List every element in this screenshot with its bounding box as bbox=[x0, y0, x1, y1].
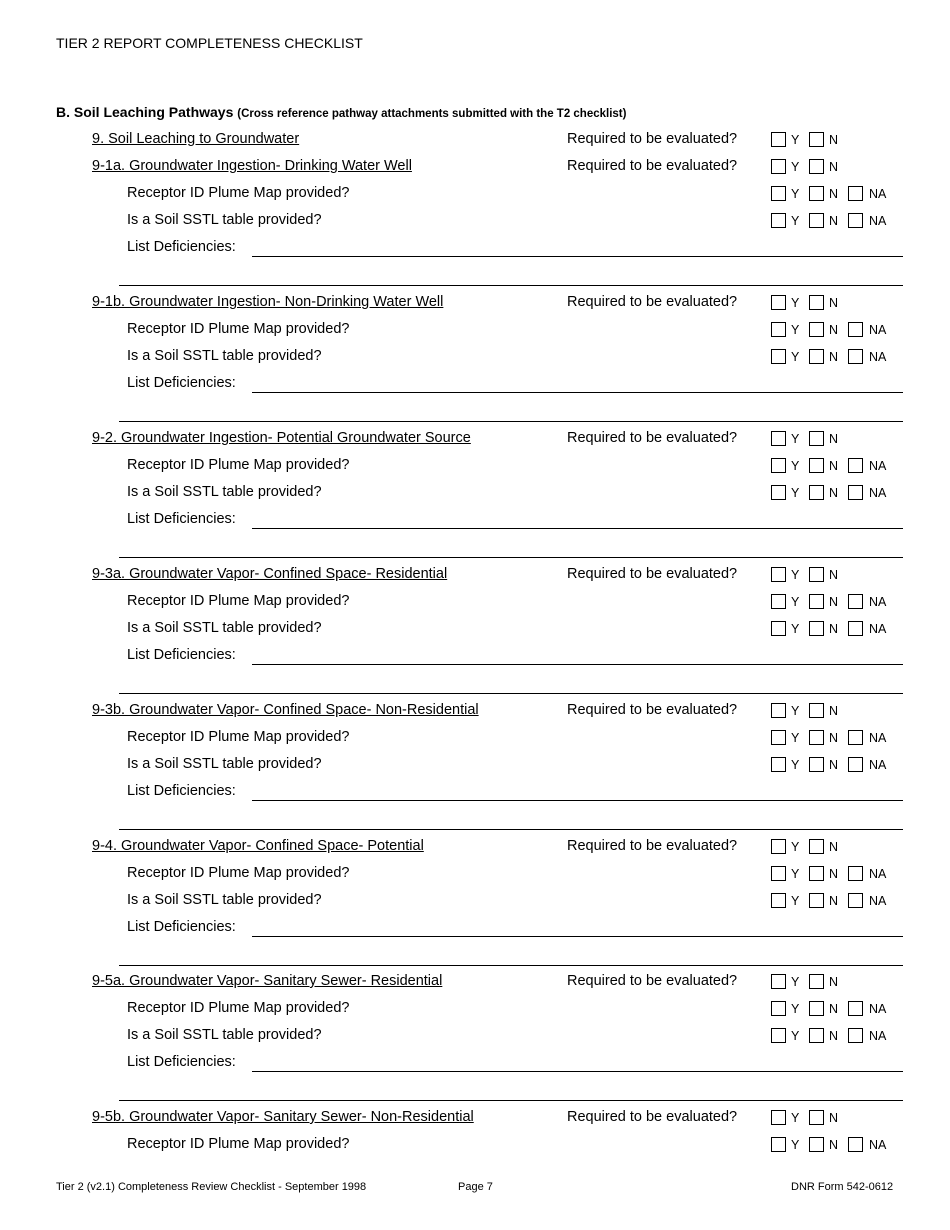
deficiencies-continuation-line[interactable] bbox=[119, 693, 903, 694]
checkbox-no[interactable] bbox=[809, 159, 824, 174]
deficiencies-label: List Deficiencies: bbox=[127, 511, 236, 527]
deficiencies-continuation-line[interactable] bbox=[119, 965, 903, 966]
checkbox-na[interactable] bbox=[848, 1001, 863, 1016]
checkbox-yes[interactable] bbox=[771, 703, 786, 718]
checkbox-yes[interactable] bbox=[771, 485, 786, 500]
label-yes: Y bbox=[791, 214, 800, 228]
checkbox-no[interactable] bbox=[809, 186, 824, 201]
plume-map-label: Receptor ID Plume Map provided? bbox=[127, 1000, 350, 1016]
label-no: N bbox=[829, 622, 839, 636]
checkbox-yes[interactable] bbox=[771, 159, 786, 174]
label-na: NA bbox=[869, 731, 887, 745]
label-no: N bbox=[829, 1002, 839, 1016]
checkbox-yes[interactable] bbox=[771, 213, 786, 228]
checkbox-na[interactable] bbox=[848, 322, 863, 337]
plume-map-row bbox=[0, 318, 950, 340]
plume-map-row bbox=[0, 590, 950, 612]
pathway-row bbox=[0, 1106, 950, 1128]
label-no: N bbox=[829, 323, 839, 337]
checkbox-na[interactable] bbox=[848, 730, 863, 745]
deficiencies-continuation-line[interactable] bbox=[119, 285, 903, 286]
label-no: N bbox=[829, 840, 839, 854]
label-yes: Y bbox=[791, 1002, 800, 1016]
label-no: N bbox=[829, 704, 839, 718]
checkbox-yes[interactable] bbox=[771, 621, 786, 636]
checkbox-no[interactable] bbox=[809, 594, 824, 609]
plume-map-row bbox=[0, 1133, 950, 1155]
checkbox-na[interactable] bbox=[848, 349, 863, 364]
label-no: N bbox=[829, 459, 839, 473]
label-yes: Y bbox=[791, 187, 800, 201]
label-yes: Y bbox=[791, 323, 800, 337]
deficiencies-label: List Deficiencies: bbox=[127, 647, 236, 663]
section-subtitle: (Cross reference pathway attachments submitted with the T2 checklist) bbox=[237, 108, 627, 120]
label-yes: Y bbox=[791, 867, 800, 881]
checkbox-yes[interactable] bbox=[771, 974, 786, 989]
footer-left: Tier 2 (v2.1) Completeness Review Checklist - September 1998 bbox=[56, 1181, 367, 1193]
label-no: N bbox=[829, 595, 839, 609]
label-yes: Y bbox=[791, 350, 800, 364]
pathway-title: 9-5b. Groundwater Vapor- Sanitary Sewer- Non-Residential bbox=[92, 1109, 474, 1125]
checkbox-no[interactable] bbox=[809, 1137, 824, 1152]
sstl-table-row bbox=[0, 345, 950, 367]
checkbox-na[interactable] bbox=[848, 866, 863, 881]
checkbox-no[interactable] bbox=[809, 431, 824, 446]
deficiencies-continuation-line[interactable] bbox=[119, 829, 903, 830]
pathway-title: 9-5a. Groundwater Vapor- Sanitary Sewer- Residential bbox=[92, 973, 443, 989]
checkbox-na[interactable] bbox=[848, 594, 863, 609]
deficiencies-input-line[interactable] bbox=[252, 528, 903, 529]
label-no: N bbox=[829, 432, 839, 446]
sstl-table-label: Is a Soil SSTL table provided? bbox=[127, 756, 322, 772]
label-yes: Y bbox=[791, 160, 800, 174]
checkbox-na[interactable] bbox=[848, 621, 863, 636]
label-no: N bbox=[829, 160, 839, 174]
label-yes: Y bbox=[791, 731, 800, 745]
plume-map-row bbox=[0, 454, 950, 476]
pathway-row bbox=[0, 563, 950, 585]
footer-page-number: Page 7 bbox=[458, 1181, 493, 1193]
plume-map-row bbox=[0, 726, 950, 748]
checkbox-no[interactable] bbox=[809, 567, 824, 582]
label-yes: Y bbox=[791, 622, 800, 636]
required-label: Required to be evaluated? bbox=[567, 294, 738, 310]
pathway-title: 9-1a. Groundwater Ingestion- Drinking Water Well bbox=[92, 158, 412, 174]
plume-map-label: Receptor ID Plume Map provided? bbox=[127, 1136, 350, 1152]
label-no: N bbox=[829, 867, 839, 881]
required-label: Required to be evaluated? bbox=[567, 430, 738, 446]
sstl-table-row bbox=[0, 889, 950, 911]
label-no: N bbox=[829, 296, 839, 310]
required-label: Required to be evaluated? bbox=[567, 158, 738, 174]
checkbox-yes[interactable] bbox=[771, 730, 786, 745]
required-label: Required to be evaluated? bbox=[567, 566, 738, 582]
label-na: NA bbox=[869, 187, 887, 201]
plume-map-label: Receptor ID Plume Map provided? bbox=[127, 185, 350, 201]
plume-map-row bbox=[0, 182, 950, 204]
checkbox-yes[interactable] bbox=[771, 757, 786, 772]
label-na: NA bbox=[869, 1029, 887, 1043]
label-na: NA bbox=[869, 595, 887, 609]
label-na: NA bbox=[869, 214, 887, 228]
checkbox-yes[interactable] bbox=[771, 295, 786, 310]
checkbox-na[interactable] bbox=[848, 458, 863, 473]
checkbox-no[interactable] bbox=[809, 757, 824, 772]
label-yes: Y bbox=[791, 1029, 800, 1043]
deficiencies-row bbox=[0, 372, 950, 394]
checkbox-yes[interactable] bbox=[771, 431, 786, 446]
label-yes: Y bbox=[791, 758, 800, 772]
pathway-row bbox=[0, 970, 950, 992]
sstl-table-label: Is a Soil SSTL table provided? bbox=[127, 212, 322, 228]
checkbox-no[interactable] bbox=[809, 1001, 824, 1016]
label-yes: Y bbox=[791, 704, 800, 718]
pathway-title: 9-2. Groundwater Ingestion- Potential Groundwater Source bbox=[92, 430, 471, 446]
pathway-title: 9-1b. Groundwater Ingestion- Non-Drinking Water Well bbox=[92, 294, 444, 310]
checkbox-yes[interactable] bbox=[771, 567, 786, 582]
sstl-table-label: Is a Soil SSTL table provided? bbox=[127, 620, 322, 636]
deficiencies-row bbox=[0, 508, 950, 530]
sstl-table-row bbox=[0, 481, 950, 503]
pathway-title: 9-3b. Groundwater Vapor- Confined Space- Non-Residential bbox=[92, 702, 479, 718]
checkbox-no[interactable] bbox=[809, 730, 824, 745]
plume-map-label: Receptor ID Plume Map provided? bbox=[127, 865, 350, 881]
checkbox-na[interactable] bbox=[848, 893, 863, 908]
deficiencies-row bbox=[0, 916, 950, 938]
label-no: N bbox=[829, 1111, 839, 1125]
deficiencies-label: List Deficiencies: bbox=[127, 375, 236, 391]
sstl-table-label: Is a Soil SSTL table provided? bbox=[127, 348, 322, 364]
required-label: Required to be evaluated? bbox=[567, 131, 738, 147]
section-title bbox=[56, 104, 626, 120]
label-yes: Y bbox=[791, 1111, 800, 1125]
checkbox-yes[interactable] bbox=[771, 839, 786, 854]
pathway-row bbox=[0, 291, 950, 313]
pathway-row bbox=[0, 835, 950, 857]
pathway-row bbox=[0, 427, 950, 449]
checkbox-yes[interactable] bbox=[771, 458, 786, 473]
checkbox-yes[interactable] bbox=[771, 1001, 786, 1016]
label-no: N bbox=[829, 133, 839, 147]
deficiencies-input-line[interactable] bbox=[252, 392, 903, 393]
label-no: N bbox=[829, 568, 839, 582]
label-no: N bbox=[829, 350, 839, 364]
page-header: TIER 2 REPORT COMPLETENESS CHECKLIST bbox=[56, 35, 363, 51]
sstl-table-row bbox=[0, 1024, 950, 1046]
label-yes: Y bbox=[791, 595, 800, 609]
deficiencies-row bbox=[0, 1051, 950, 1073]
checkbox-yes[interactable] bbox=[771, 1028, 786, 1043]
checkbox-no[interactable] bbox=[809, 295, 824, 310]
checkbox-yes[interactable] bbox=[771, 186, 786, 201]
checkbox-na[interactable] bbox=[848, 213, 863, 228]
sstl-table-row bbox=[0, 209, 950, 231]
checkbox-no[interactable] bbox=[809, 213, 824, 228]
label-na: NA bbox=[869, 1138, 887, 1152]
checkbox-no[interactable] bbox=[809, 621, 824, 636]
label-no: N bbox=[829, 894, 839, 908]
sstl-table-row bbox=[0, 753, 950, 775]
pathway-row bbox=[0, 155, 950, 177]
checkbox-no[interactable] bbox=[809, 458, 824, 473]
plume-map-row bbox=[0, 997, 950, 1019]
deficiencies-input-line[interactable] bbox=[252, 800, 903, 801]
label-no: N bbox=[829, 187, 839, 201]
deficiencies-label: List Deficiencies: bbox=[127, 783, 236, 799]
label-yes: Y bbox=[791, 840, 800, 854]
label-na: NA bbox=[869, 459, 887, 473]
deficiencies-row bbox=[0, 780, 950, 802]
pathway-row bbox=[0, 699, 950, 721]
checkbox-no[interactable] bbox=[809, 485, 824, 500]
label-yes: Y bbox=[791, 568, 800, 582]
plume-map-label: Receptor ID Plume Map provided? bbox=[127, 457, 350, 473]
plume-map-label: Receptor ID Plume Map provided? bbox=[127, 321, 350, 337]
footer-form-number: DNR Form 542-0612 bbox=[791, 1181, 894, 1193]
label-yes: Y bbox=[791, 133, 800, 147]
label-yes: Y bbox=[791, 486, 800, 500]
sstl-table-row bbox=[0, 617, 950, 639]
label-na: NA bbox=[869, 894, 887, 908]
checkbox-no[interactable] bbox=[809, 1110, 824, 1125]
deficiencies-label: List Deficiencies: bbox=[127, 1054, 236, 1070]
checkbox-no[interactable] bbox=[809, 132, 824, 147]
deficiencies-row bbox=[0, 236, 950, 258]
checkbox-no[interactable] bbox=[809, 974, 824, 989]
checkbox-na[interactable] bbox=[848, 757, 863, 772]
plume-map-row bbox=[0, 862, 950, 884]
checkbox-yes[interactable] bbox=[771, 1110, 786, 1125]
plume-map-label: Receptor ID Plume Map provided? bbox=[127, 593, 350, 609]
label-yes: Y bbox=[791, 975, 800, 989]
checkbox-yes[interactable] bbox=[771, 322, 786, 337]
label-na: NA bbox=[869, 350, 887, 364]
checkbox-no[interactable] bbox=[809, 703, 824, 718]
deficiencies-continuation-line[interactable] bbox=[119, 1100, 903, 1101]
label-na: NA bbox=[869, 1002, 887, 1016]
label-na: NA bbox=[869, 486, 887, 500]
deficiencies-input-line[interactable] bbox=[252, 256, 903, 257]
section-title-text: B. Soil Leaching Pathways bbox=[56, 104, 234, 120]
checkbox-na[interactable] bbox=[848, 1137, 863, 1152]
label-no: N bbox=[829, 214, 839, 228]
sstl-table-label: Is a Soil SSTL table provided? bbox=[127, 892, 322, 908]
checkbox-yes[interactable] bbox=[771, 594, 786, 609]
label-no: N bbox=[829, 1029, 839, 1043]
checkbox-yes[interactable] bbox=[771, 866, 786, 881]
pathway-title: 9. Soil Leaching to Groundwater bbox=[92, 131, 300, 147]
sstl-table-label: Is a Soil SSTL table provided? bbox=[127, 1027, 322, 1043]
deficiencies-label: List Deficiencies: bbox=[127, 919, 236, 935]
pathway-title: 9-3a. Groundwater Vapor- Confined Space- Residential bbox=[92, 566, 448, 582]
deficiencies-input-line[interactable] bbox=[252, 936, 903, 937]
pathway-title: 9-4. Groundwater Vapor- Confined Space- Potential bbox=[92, 838, 424, 854]
label-na: NA bbox=[869, 323, 887, 337]
deficiencies-continuation-line[interactable] bbox=[119, 421, 903, 422]
deficiencies-row bbox=[0, 644, 950, 666]
label-yes: Y bbox=[791, 1138, 800, 1152]
checkbox-na[interactable] bbox=[848, 485, 863, 500]
checkbox-na[interactable] bbox=[848, 186, 863, 201]
plume-map-label: Receptor ID Plume Map provided? bbox=[127, 729, 350, 745]
required-label: Required to be evaluated? bbox=[567, 973, 738, 989]
label-no: N bbox=[829, 1138, 839, 1152]
sstl-table-label: Is a Soil SSTL table provided? bbox=[127, 484, 322, 500]
checkbox-no[interactable] bbox=[809, 349, 824, 364]
label-na: NA bbox=[869, 867, 887, 881]
required-label: Required to be evaluated? bbox=[567, 838, 738, 854]
label-yes: Y bbox=[791, 894, 800, 908]
label-no: N bbox=[829, 486, 839, 500]
label-yes: Y bbox=[791, 459, 800, 473]
checkbox-no[interactable] bbox=[809, 866, 824, 881]
checkbox-yes[interactable] bbox=[771, 349, 786, 364]
checkbox-yes[interactable] bbox=[771, 1137, 786, 1152]
label-yes: Y bbox=[791, 296, 800, 310]
checkbox-no[interactable] bbox=[809, 322, 824, 337]
deficiencies-input-line[interactable] bbox=[252, 1071, 903, 1072]
label-na: NA bbox=[869, 758, 887, 772]
label-no: N bbox=[829, 731, 839, 745]
required-label: Required to be evaluated? bbox=[567, 702, 738, 718]
checkbox-no[interactable] bbox=[809, 839, 824, 854]
deficiencies-continuation-line[interactable] bbox=[119, 557, 903, 558]
label-no: N bbox=[829, 975, 839, 989]
required-label: Required to be evaluated? bbox=[567, 1109, 738, 1125]
label-no: N bbox=[829, 758, 839, 772]
label-yes: Y bbox=[791, 432, 800, 446]
deficiencies-input-line[interactable] bbox=[252, 664, 903, 665]
checkbox-no[interactable] bbox=[809, 1028, 824, 1043]
checkbox-na[interactable] bbox=[848, 1028, 863, 1043]
pathway-heading bbox=[0, 128, 950, 150]
checkbox-no[interactable] bbox=[809, 893, 824, 908]
checkbox-yes[interactable] bbox=[771, 893, 786, 908]
checkbox-yes[interactable] bbox=[771, 132, 786, 147]
label-na: NA bbox=[869, 622, 887, 636]
deficiencies-label: List Deficiencies: bbox=[127, 239, 236, 255]
